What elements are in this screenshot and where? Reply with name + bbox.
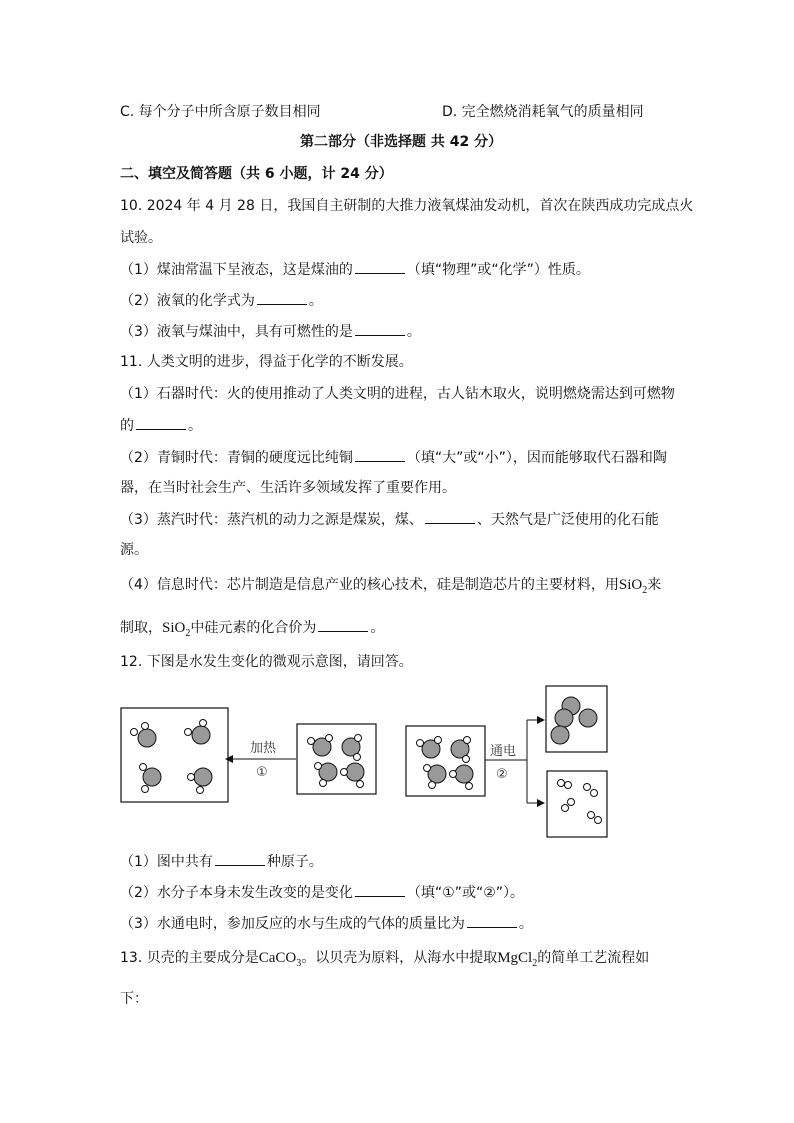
q13-stem-b: 。以贝壳为原料，从海水中提取 bbox=[301, 950, 498, 966]
q10-part3-text: （3）液氧与煤油中，具有可燃性的是 bbox=[120, 324, 353, 340]
q12-part1-end: 种原子。 bbox=[266, 854, 323, 870]
arrow2-number: ② bbox=[496, 767, 508, 782]
formula-text: SiO bbox=[162, 620, 186, 636]
arrow2-label: 通电 bbox=[490, 744, 517, 759]
q10-part3-end: 。 bbox=[406, 324, 421, 340]
option-c: C. 每个分子中所含原子数目相同 bbox=[120, 104, 321, 120]
answer-blank[interactable] bbox=[215, 851, 265, 866]
formula-sio2 bbox=[618, 577, 648, 596]
box-water-electrolysis bbox=[406, 726, 485, 796]
q12-part2-hint: （填“①”或“②”）。 bbox=[406, 885, 525, 901]
q11-part3-line1 bbox=[120, 509, 659, 530]
q11-part2-text: （2）青铜时代：青铜的硬度远比纯铜 bbox=[120, 450, 353, 466]
q11-part4-line2 bbox=[120, 617, 384, 644]
q10-part1-text: （1）煤油常温下呈液态，这是煤油的 bbox=[120, 262, 353, 278]
formula-subscript: 2 bbox=[642, 585, 648, 596]
formula-text: SiO bbox=[618, 577, 643, 593]
formula-caco3 bbox=[258, 950, 302, 969]
q11-part1-line1: （1）石器时代：火的使用推动了人类文明的进程，古人钻木取火，说明燃烧需达到可燃物 bbox=[120, 386, 675, 402]
formula-sio2 bbox=[162, 620, 191, 639]
answer-blank[interactable] bbox=[355, 882, 405, 897]
answer-blank[interactable] bbox=[136, 415, 186, 430]
q12-part1 bbox=[120, 851, 323, 872]
q11-part3-rest: 、天然气是广泛使用的化石能 bbox=[476, 512, 659, 528]
box-hydrogen bbox=[547, 771, 607, 837]
q11-part1-line2 bbox=[120, 415, 202, 436]
formula-subscript: 3 bbox=[296, 958, 302, 969]
formula-mgcl2 bbox=[497, 950, 538, 969]
q11-part3-text: （3）蒸汽时代：蒸汽机的动力之源是煤炭，煤、 bbox=[120, 512, 423, 528]
q11-part4-zhiqu: 制取， bbox=[120, 620, 162, 636]
q10-part3 bbox=[120, 321, 421, 342]
part2-title: 第二部分（非选择题 共 42 分） bbox=[300, 134, 503, 150]
q11-part2-hint: （填“大”或“小”），因而能够取代石器和陶 bbox=[406, 450, 667, 466]
answer-blank[interactable] bbox=[355, 259, 405, 274]
q11-part4-line1 bbox=[120, 575, 661, 601]
q12-part2-text: （2）水分子本身未发生改变的是变化 bbox=[120, 885, 353, 901]
q13-stem-a: 13. 贝壳的主要成分是 bbox=[120, 950, 259, 966]
q11-stem: 11. 人类文明的进步，得益于化学的不断发展。 bbox=[120, 354, 413, 370]
q13-stem-line1 bbox=[120, 948, 649, 974]
answer-blank[interactable] bbox=[425, 509, 475, 524]
answer-blank[interactable] bbox=[257, 290, 307, 305]
q12-part1-text: （1）图中共有 bbox=[120, 854, 213, 870]
q10-stem-line1: 10. 2024 年 4 月 28 日，我国自主研制的大推力液氧煤油发动机，首次在陕西成功完成点火 bbox=[120, 198, 694, 214]
q11-part2-line1 bbox=[120, 447, 667, 468]
answer-blank[interactable] bbox=[318, 617, 368, 632]
q10-part1 bbox=[120, 259, 590, 280]
q12-part3 bbox=[120, 913, 533, 934]
q12-stem: 12. 下图是水发生变化的微观示意图，请回答。 bbox=[120, 654, 413, 670]
formula-text: CaCO bbox=[258, 950, 297, 966]
q11-part2-line2: 器，在当时社会生产、生活许多领域发挥了重要作用。 bbox=[120, 480, 456, 496]
section-heading: 二、填空及简答题（共 6 小题，计 24 分） bbox=[120, 166, 393, 182]
answer-blank[interactable] bbox=[467, 913, 517, 928]
q11-part1-end: 。 bbox=[188, 418, 202, 434]
q11-part1-text: 的 bbox=[120, 418, 134, 434]
box-water bbox=[297, 724, 376, 794]
formula-text: MgCl bbox=[497, 950, 533, 966]
answer-blank[interactable] bbox=[355, 447, 405, 462]
formula-subscript: 2 bbox=[185, 628, 191, 639]
q10-part2-text: （2）液氧的化学式为 bbox=[120, 293, 255, 309]
arrow-electrolysis bbox=[485, 720, 544, 803]
q11-part4-text: （4）信息时代：芯片制造是信息产业的核心技术，硅是制造芯片的主要材料，用 bbox=[120, 577, 619, 593]
q10-stem-line2: 试验。 bbox=[120, 230, 162, 246]
q13-stem-c: 的简单工艺流程如 bbox=[537, 950, 650, 966]
q12-part2 bbox=[120, 882, 524, 903]
q12-part3-end: 。 bbox=[518, 916, 533, 932]
q11-part4-question: 中硅元素的化合价为 bbox=[190, 620, 317, 636]
arrow1-number: ① bbox=[256, 765, 268, 780]
option-d: D. 完全燃烧消耗氧气的质量相同 bbox=[442, 104, 644, 120]
q13-stem-line2: 下： bbox=[120, 991, 148, 1007]
q11-part4-lai: 来 bbox=[647, 577, 662, 593]
box-after-heating bbox=[121, 708, 228, 802]
arrow1-label: 加热 bbox=[250, 741, 277, 756]
q10-part2-end: 。 bbox=[308, 293, 323, 309]
water-change-diagram bbox=[110, 680, 630, 845]
q10-part1-hint: （填“物理”或“化学”）性质。 bbox=[406, 262, 590, 278]
formula-subscript: 2 bbox=[532, 958, 538, 969]
answer-blank[interactable] bbox=[355, 321, 405, 336]
q11-part3-line2: 源。 bbox=[120, 542, 148, 558]
q10-part2 bbox=[120, 290, 323, 311]
q12-part3-text: （3）水通电时，参加反应的水与生成的气体的质量比为 bbox=[120, 916, 465, 932]
q11-part4-end: 。 bbox=[370, 620, 385, 636]
